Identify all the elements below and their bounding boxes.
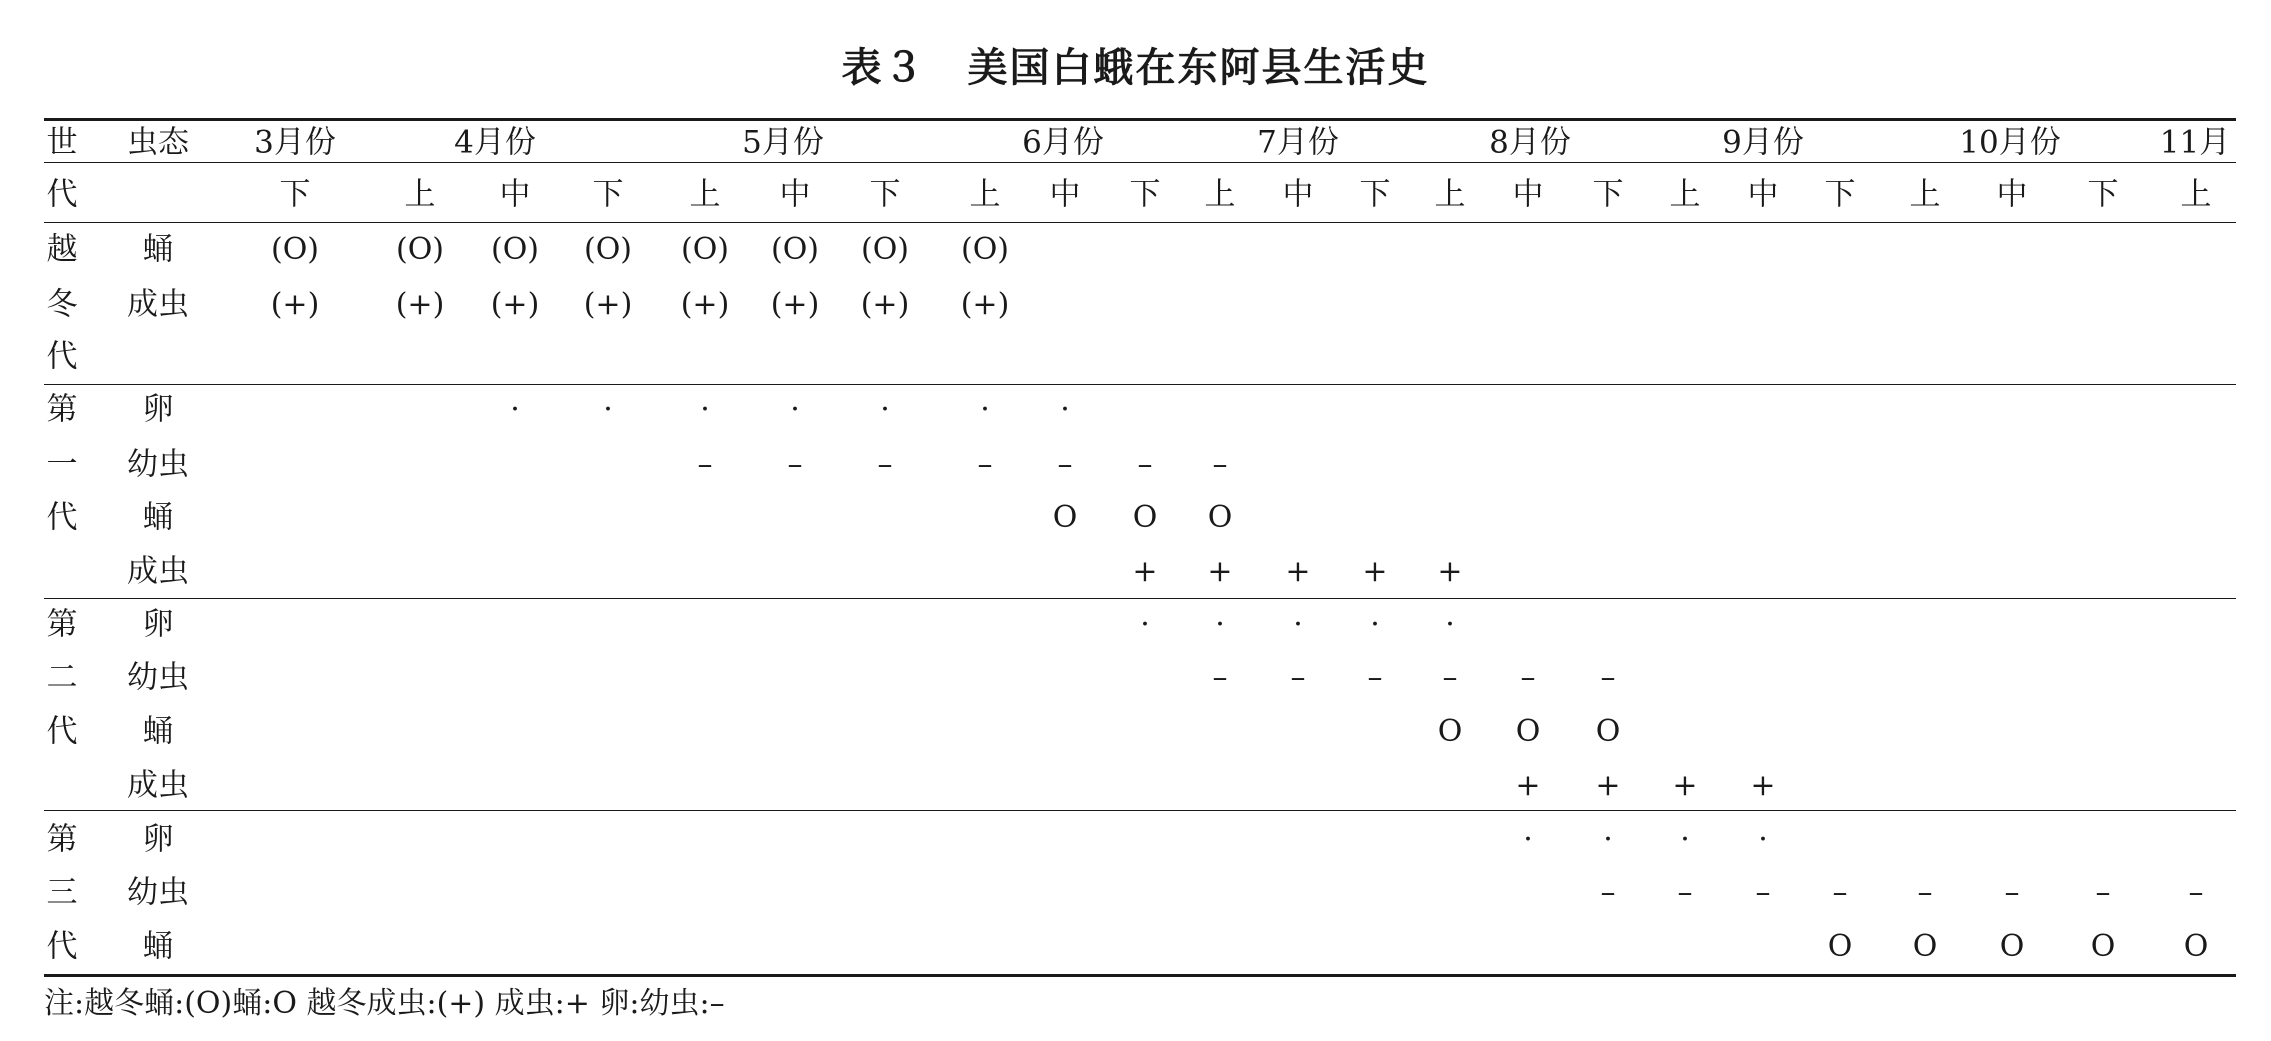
stage-marker: + <box>1595 768 1621 803</box>
stage-label: 卵 <box>142 606 174 643</box>
stage-marker: – <box>1442 660 1458 695</box>
stage-marker: (O) <box>860 232 910 267</box>
generation-name: 代 <box>46 928 78 965</box>
stage-marker: – <box>1755 875 1771 910</box>
stage-marker: + <box>1362 554 1388 589</box>
table-note: 注:越冬蛹:(O)蛹:O 越冬成虫:(+) 成虫:+ 卵:幼虫:– <box>44 986 725 1021</box>
stage-marker: O <box>1207 500 1233 535</box>
generation-name: 代 <box>46 713 78 750</box>
stage-label: 卵 <box>142 391 174 428</box>
stage-marker: · <box>1140 607 1150 642</box>
stage-label: 卵 <box>142 821 174 858</box>
stage-marker: · <box>1680 822 1690 857</box>
decade-header: 上 <box>1434 176 1466 213</box>
header-generation-label: 世 <box>46 124 78 161</box>
month-header: 8月份 <box>1489 124 1571 161</box>
generation-name: 三 <box>46 874 78 911</box>
decade-header: 下 <box>1592 176 1624 213</box>
stage-marker: · <box>1523 822 1533 857</box>
stage-marker: (O) <box>770 232 820 267</box>
header-generation-label: 代 <box>46 176 78 213</box>
stage-marker: · <box>1370 607 1380 642</box>
stage-label: 幼虫 <box>127 659 189 696</box>
decade-header: 下 <box>592 176 624 213</box>
stage-marker: · <box>603 392 613 427</box>
stage-marker: · <box>980 392 990 427</box>
stage-label: 成虫 <box>127 767 189 804</box>
stage-marker: – <box>1600 660 1616 695</box>
decade-header: 上 <box>689 176 721 213</box>
table-rule <box>44 810 2236 811</box>
stage-marker: · <box>790 392 800 427</box>
stage-marker: – <box>1917 875 1933 910</box>
stage-marker: (+) <box>770 287 820 322</box>
table-rule <box>44 384 2236 385</box>
decade-header: 上 <box>1204 176 1236 213</box>
stage-marker: + <box>1515 768 1541 803</box>
stage-marker: · <box>700 392 710 427</box>
stage-marker: (O) <box>583 232 633 267</box>
decade-header: 下 <box>279 176 311 213</box>
decade-header: 中 <box>1747 176 1779 213</box>
stage-label: 蛹 <box>142 499 174 536</box>
stage-marker: (+) <box>960 287 1010 322</box>
decade-header: 上 <box>2180 176 2212 213</box>
decade-header: 上 <box>1669 176 1701 213</box>
month-header: 11月 <box>2159 124 2231 161</box>
stage-marker: + <box>1132 554 1158 589</box>
stage-marker: (O) <box>680 232 730 267</box>
stage-label: 蛹 <box>142 928 174 965</box>
generation-name: 第 <box>46 821 78 858</box>
stage-marker: (+) <box>270 287 320 322</box>
month-header: 6月份 <box>1022 124 1104 161</box>
stage-marker: – <box>1600 875 1616 910</box>
stage-marker: + <box>1285 554 1311 589</box>
stage-marker: · <box>880 392 890 427</box>
stage-marker: · <box>1603 822 1613 857</box>
stage-marker: – <box>2095 875 2111 910</box>
stage-marker: (O) <box>395 232 445 267</box>
decade-header: 下 <box>1359 176 1391 213</box>
table-rule <box>44 118 2236 121</box>
decade-header: 下 <box>1824 176 1856 213</box>
stage-marker: O <box>1595 714 1621 749</box>
month-header: 9月份 <box>1722 124 1804 161</box>
generation-name: 代 <box>46 338 78 375</box>
stage-label: 蛹 <box>142 231 174 268</box>
stage-marker: O <box>1999 929 2025 964</box>
stage-label: 成虫 <box>127 553 189 590</box>
stage-marker: (+) <box>680 287 730 322</box>
stage-marker: O <box>2183 929 2209 964</box>
month-header: 5月份 <box>742 124 824 161</box>
stage-marker: · <box>1060 392 1070 427</box>
decade-header: 下 <box>869 176 901 213</box>
stage-marker: – <box>1677 875 1693 910</box>
stage-marker: · <box>510 392 520 427</box>
stage-marker: (O) <box>490 232 540 267</box>
stage-marker: – <box>977 447 993 482</box>
generation-name: 代 <box>46 499 78 536</box>
decade-header: 下 <box>2087 176 2119 213</box>
stage-marker: – <box>1520 660 1536 695</box>
decade-header: 上 <box>404 176 436 213</box>
stage-marker: – <box>1212 660 1228 695</box>
month-header: 7月份 <box>1257 124 1339 161</box>
stage-marker: (+) <box>583 287 633 322</box>
generation-name: 第 <box>46 606 78 643</box>
stage-marker: + <box>1672 768 1698 803</box>
decade-header: 中 <box>1996 176 2028 213</box>
month-header: 3月份 <box>254 124 336 161</box>
table-rule <box>44 222 2236 223</box>
stage-marker: – <box>1290 660 1306 695</box>
stage-marker: – <box>1832 875 1848 910</box>
generation-name: 一 <box>46 446 78 483</box>
stage-marker: (O) <box>960 232 1010 267</box>
table-rule <box>44 974 2236 977</box>
generation-name: 第 <box>46 391 78 428</box>
stage-marker: + <box>1750 768 1776 803</box>
stage-marker: – <box>787 447 803 482</box>
stage-label: 幼虫 <box>127 446 189 483</box>
table-title: 表３ 美国白蛾在东阿县生活史 <box>841 45 1430 91</box>
decade-header: 中 <box>499 176 531 213</box>
stage-marker: O <box>1437 714 1463 749</box>
stage-marker: – <box>2004 875 2020 910</box>
stage-marker: + <box>1207 554 1233 589</box>
stage-marker: O <box>2090 929 2116 964</box>
stage-marker: – <box>877 447 893 482</box>
stage-label: 幼虫 <box>127 874 189 911</box>
decade-header: 上 <box>1909 176 1941 213</box>
stage-marker: O <box>1827 929 1853 964</box>
stage-marker: – <box>1212 447 1228 482</box>
generation-name: 冬 <box>46 286 78 323</box>
stage-marker: – <box>697 447 713 482</box>
stage-marker: O <box>1052 500 1078 535</box>
stage-marker: · <box>1215 607 1225 642</box>
stage-marker: (+) <box>395 287 445 322</box>
table-rule <box>44 598 2236 599</box>
stage-marker: (+) <box>860 287 910 322</box>
decade-header: 中 <box>1282 176 1314 213</box>
stage-marker: + <box>1437 554 1463 589</box>
generation-name: 越 <box>46 231 78 268</box>
decade-header: 中 <box>779 176 811 213</box>
stage-marker: (+) <box>490 287 540 322</box>
decade-header: 下 <box>1129 176 1161 213</box>
generation-name: 二 <box>46 659 78 696</box>
stage-marker: – <box>2188 875 2204 910</box>
stage-marker: O <box>1912 929 1938 964</box>
stage-marker: O <box>1132 500 1158 535</box>
month-header: 4月份 <box>454 124 536 161</box>
stage-marker: · <box>1758 822 1768 857</box>
stage-marker: – <box>1137 447 1153 482</box>
decade-header: 中 <box>1049 176 1081 213</box>
stage-marker: · <box>1293 607 1303 642</box>
decade-header: 中 <box>1512 176 1544 213</box>
decade-header: 上 <box>969 176 1001 213</box>
stage-label: 蛹 <box>142 713 174 750</box>
header-stage-label: 虫态 <box>127 124 189 161</box>
stage-marker: (O) <box>270 232 320 267</box>
stage-marker: – <box>1057 447 1073 482</box>
stage-label: 成虫 <box>127 286 189 323</box>
stage-marker: – <box>1367 660 1383 695</box>
month-header: 10月份 <box>1959 124 2061 161</box>
stage-marker: · <box>1445 607 1455 642</box>
stage-marker: O <box>1515 714 1541 749</box>
table-rule <box>44 162 2236 163</box>
